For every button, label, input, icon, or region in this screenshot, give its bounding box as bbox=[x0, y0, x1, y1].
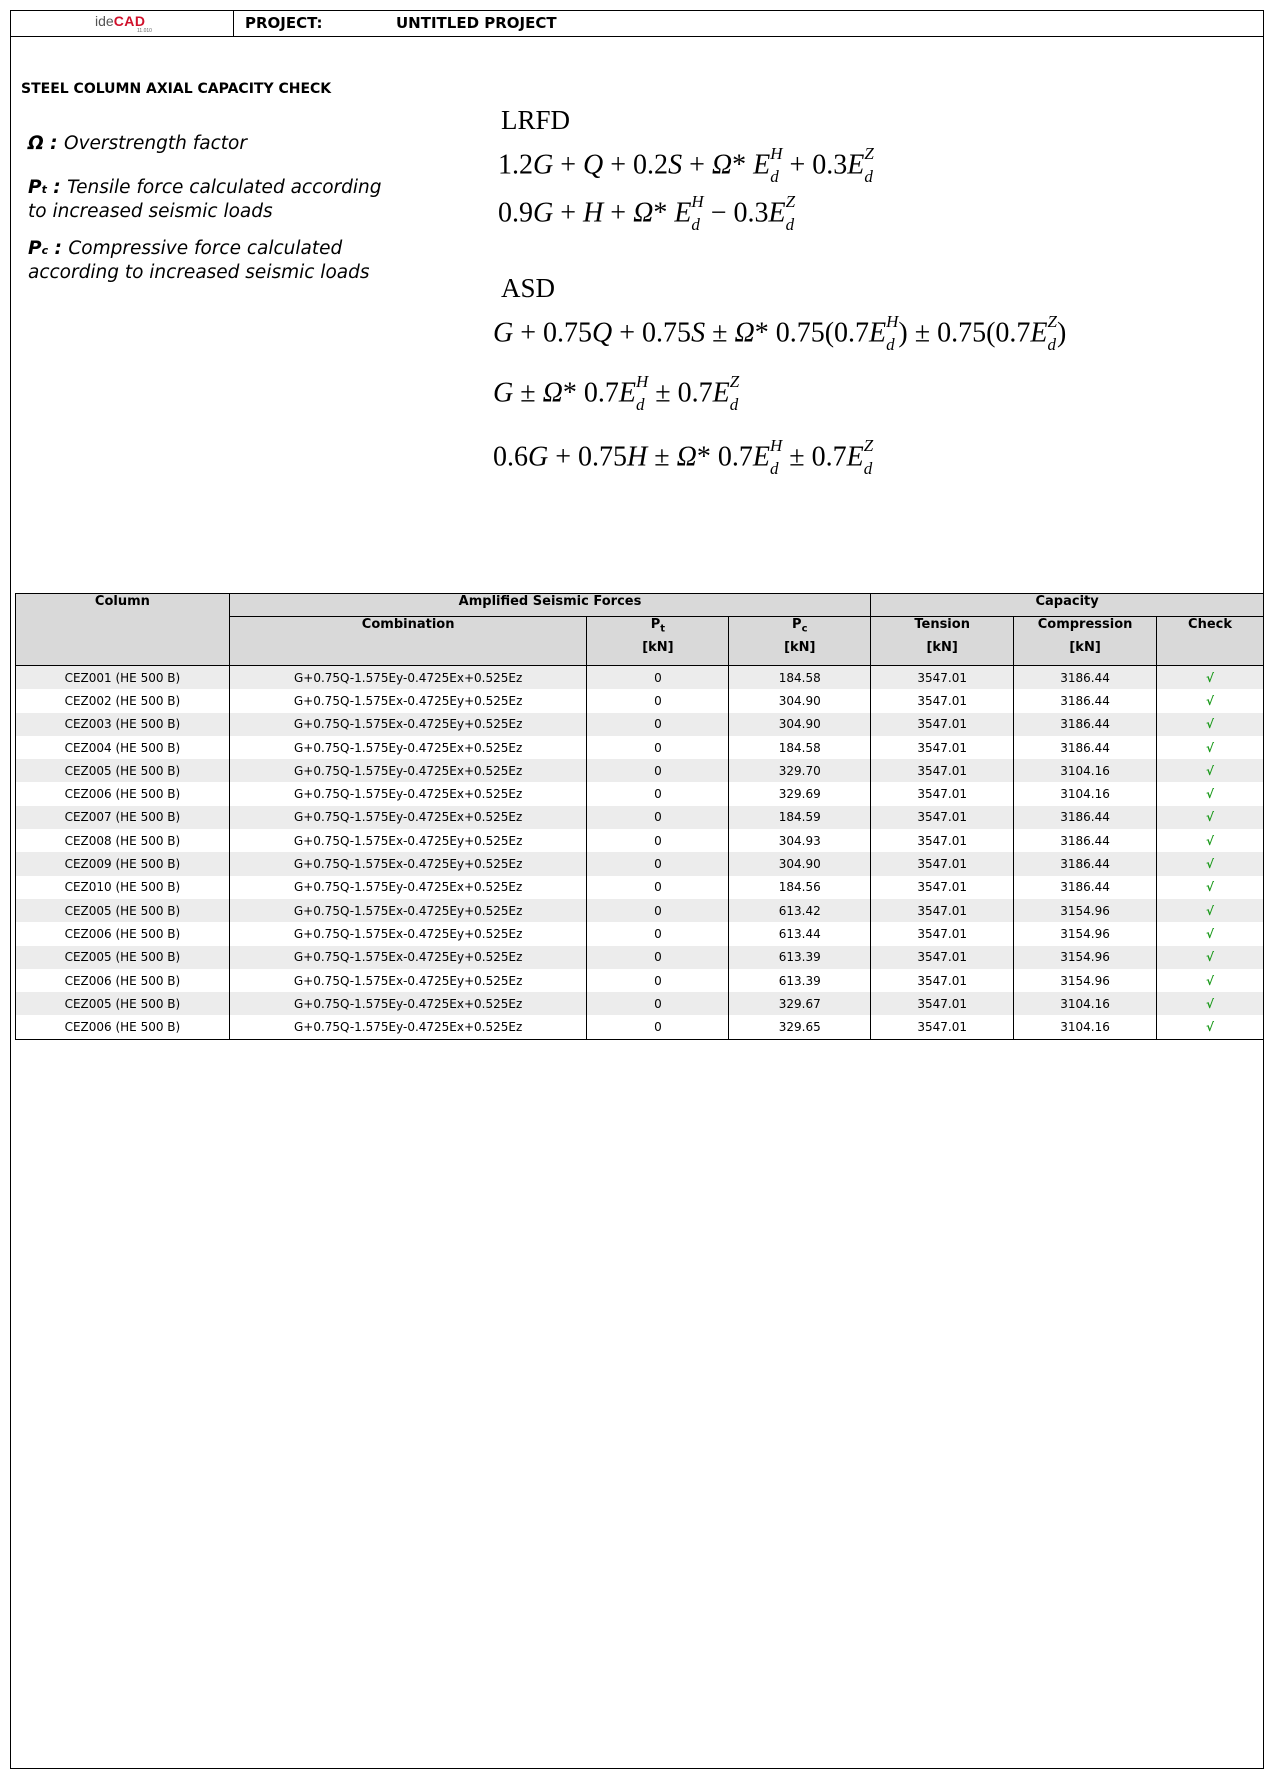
unit-tension: [kN] bbox=[871, 640, 1014, 666]
cell-compression: 3104.16 bbox=[1014, 992, 1157, 1015]
cell-pt: 0 bbox=[587, 759, 729, 782]
cell-column: CEZ008 (HE 500 B) bbox=[16, 829, 230, 852]
cell-column: CEZ003 (HE 500 B) bbox=[16, 713, 230, 736]
cell-tension: 3547.01 bbox=[871, 992, 1014, 1015]
cell-pc: 184.56 bbox=[729, 876, 871, 899]
table-row bbox=[16, 782, 1264, 805]
table-row bbox=[16, 992, 1264, 1015]
cell-pc: 184.58 bbox=[729, 736, 871, 759]
lrfd-label: LRFD bbox=[501, 105, 571, 135]
cell-tension: 3547.01 bbox=[871, 1015, 1014, 1039]
cell-compression: 3186.44 bbox=[1014, 736, 1157, 759]
cell-tension: 3547.01 bbox=[871, 969, 1014, 992]
table-row bbox=[16, 1015, 1264, 1039]
cell-compression: 3186.44 bbox=[1014, 852, 1157, 875]
check-icon: √ bbox=[1157, 922, 1264, 945]
cell-pc: 329.70 bbox=[729, 759, 871, 782]
cell-column: CEZ005 (HE 500 B) bbox=[16, 759, 230, 782]
check-icon: √ bbox=[1157, 899, 1264, 922]
cell-compression: 3104.16 bbox=[1014, 1015, 1157, 1039]
asd-formula: G ± Ω* 0.7E H d ± 0.7E Z d bbox=[493, 372, 740, 414]
cell-compression: 3186.44 bbox=[1014, 829, 1157, 852]
check-icon: √ bbox=[1157, 666, 1264, 690]
legend-pt: Pt : Tensile force calculated according to increased seismic loads bbox=[28, 177, 382, 222]
unit-pt: [kN] bbox=[587, 640, 729, 666]
group-header-amplified: Amplified Seismic Forces bbox=[229, 594, 870, 617]
cell-combination: G+0.75Q-1.575Ey-0.4725Ex+0.525Ez bbox=[229, 736, 587, 759]
unit-compression: [kN] bbox=[1014, 640, 1157, 666]
table-row bbox=[16, 899, 1264, 922]
col-header-pc: $P_c$ bbox=[729, 617, 871, 640]
cell-tension: 3547.01 bbox=[871, 876, 1014, 899]
cell-column: CEZ006 (HE 500 B) bbox=[16, 969, 230, 992]
check-icon: √ bbox=[1157, 806, 1264, 829]
cell-compression: 3154.96 bbox=[1014, 946, 1157, 969]
cell-pt: 0 bbox=[587, 713, 729, 736]
unit-pc: [kN] bbox=[729, 640, 871, 666]
cell-combination: G+0.75Q-1.575Ey-0.4725Ex+0.525Ez bbox=[229, 666, 587, 690]
cell-pc: 329.65 bbox=[729, 1015, 871, 1039]
cell-pt: 0 bbox=[587, 946, 729, 969]
project-name: UNTITLED PROJECT bbox=[396, 14, 557, 32]
cell-combination: G+0.75Q-1.575Ey-0.4725Ex+0.525Ez bbox=[229, 1015, 587, 1039]
col-header-pt: $P_t$ bbox=[587, 617, 729, 640]
cell-pt: 0 bbox=[587, 689, 729, 712]
cell-combination: G+0.75Q-1.575Ex-0.4725Ey+0.525Ez bbox=[229, 852, 587, 875]
cell-compression: 3154.96 bbox=[1014, 899, 1157, 922]
cell-compression: 3186.44 bbox=[1014, 876, 1157, 899]
check-icon: √ bbox=[1157, 759, 1264, 782]
cell-column: CEZ002 (HE 500 B) bbox=[16, 689, 230, 712]
cell-tension: 3547.01 bbox=[871, 806, 1014, 829]
report-page bbox=[10, 10, 1264, 1769]
col-header-tension: Tension bbox=[871, 617, 1014, 640]
cell-pt: 0 bbox=[587, 876, 729, 899]
cell-pc: 329.67 bbox=[729, 992, 871, 1015]
table-row bbox=[16, 689, 1264, 712]
check-icon: √ bbox=[1157, 736, 1264, 759]
cell-column: CEZ009 (HE 500 B) bbox=[16, 852, 230, 875]
cell-compression: 3104.16 bbox=[1014, 782, 1157, 805]
cell-compression: 3154.96 bbox=[1014, 922, 1157, 945]
cell-pt: 0 bbox=[587, 806, 729, 829]
cell-compression: 3186.44 bbox=[1014, 806, 1157, 829]
cell-combination: G+0.75Q-1.575Ex-0.4725Ey+0.525Ez bbox=[229, 829, 587, 852]
cell-pt: 0 bbox=[587, 969, 729, 992]
col-header-column: Column bbox=[16, 594, 230, 666]
cell-combination: G+0.75Q-1.575Ex-0.4725Ey+0.525Ez bbox=[229, 689, 587, 712]
table-row bbox=[16, 969, 1264, 992]
cell-pt: 0 bbox=[587, 899, 729, 922]
cell-compression: 3186.44 bbox=[1014, 713, 1157, 736]
cell-pt: 0 bbox=[587, 666, 729, 690]
table-row bbox=[16, 713, 1264, 736]
cell-pc: 184.58 bbox=[729, 666, 871, 690]
check-icon: √ bbox=[1157, 829, 1264, 852]
logo-cell bbox=[11, 11, 234, 36]
cell-tension: 3547.01 bbox=[871, 946, 1014, 969]
asd-formula: 0.6G + 0.75H ± Ω* 0.7E H d ± 0.7E Z d bbox=[493, 436, 874, 478]
cell-pc: 184.59 bbox=[729, 806, 871, 829]
cell-compression: 3154.96 bbox=[1014, 969, 1157, 992]
check-icon: √ bbox=[1157, 689, 1264, 712]
cell-combination: G+0.75Q-1.575Ex-0.4725Ey+0.525Ez bbox=[229, 969, 587, 992]
cell-tension: 3547.01 bbox=[871, 689, 1014, 712]
cell-tension: 3547.01 bbox=[871, 852, 1014, 875]
col-header-combination: Combination bbox=[229, 617, 587, 666]
table-row bbox=[16, 736, 1264, 759]
cell-tension: 3547.01 bbox=[871, 922, 1014, 945]
cell-column: CEZ006 (HE 500 B) bbox=[16, 782, 230, 805]
cell-column: CEZ005 (HE 500 B) bbox=[16, 992, 230, 1015]
legend-pc: Pc : Compressive force calculated according to increased seismic loads bbox=[28, 238, 370, 283]
table-row bbox=[16, 852, 1264, 875]
asd-formula: G + 0.75Q + 0.75S ± Ω* 0.75(0.7E H d ) ± 0.75(0.7E Z d ) bbox=[493, 312, 1067, 354]
cell-pc: 304.90 bbox=[729, 689, 871, 712]
project-label: PROJECT: bbox=[245, 14, 323, 32]
cell-tension: 3547.01 bbox=[871, 782, 1014, 805]
report-title: STEEL COLUMN AXIAL CAPACITY CHECK bbox=[21, 81, 332, 97]
cell-combination: G+0.75Q-1.575Ey-0.4725Ex+0.525Ez bbox=[229, 759, 587, 782]
check-icon: √ bbox=[1157, 876, 1264, 899]
col-header-check: Check bbox=[1157, 617, 1264, 666]
cell-pc: 304.93 bbox=[729, 829, 871, 852]
cell-tension: 3547.01 bbox=[871, 666, 1014, 690]
cell-pc: 304.90 bbox=[729, 713, 871, 736]
cell-pt: 0 bbox=[587, 1015, 729, 1039]
col-header-compression: Compression bbox=[1014, 617, 1157, 640]
cell-pc: 613.39 bbox=[729, 946, 871, 969]
cell-pc: 329.69 bbox=[729, 782, 871, 805]
cell-tension: 3547.01 bbox=[871, 759, 1014, 782]
table-row bbox=[16, 829, 1264, 852]
check-icon: √ bbox=[1157, 946, 1264, 969]
legend-omega: Ω : Overstrength factor bbox=[28, 133, 247, 154]
capacity-table bbox=[15, 593, 1264, 1040]
cell-pt: 0 bbox=[587, 782, 729, 805]
cell-combination: G+0.75Q-1.575Ey-0.4725Ex+0.525Ez bbox=[229, 992, 587, 1015]
check-icon: √ bbox=[1157, 852, 1264, 875]
check-icon: √ bbox=[1157, 992, 1264, 1015]
cell-tension: 3547.01 bbox=[871, 829, 1014, 852]
table-row bbox=[16, 876, 1264, 899]
cell-pt: 0 bbox=[587, 736, 729, 759]
cell-column: CEZ006 (HE 500 B) bbox=[16, 1015, 230, 1039]
cell-pc: 304.90 bbox=[729, 852, 871, 875]
cell-combination: G+0.75Q-1.575Ey-0.4725Ex+0.525Ez bbox=[229, 806, 587, 829]
check-icon: √ bbox=[1157, 1015, 1264, 1039]
cell-pc: 613.44 bbox=[729, 922, 871, 945]
idecad-logo: ideCAD 11.010 bbox=[95, 13, 152, 34]
cell-tension: 3547.01 bbox=[871, 736, 1014, 759]
cell-pt: 0 bbox=[587, 852, 729, 875]
cell-tension: 3547.01 bbox=[871, 713, 1014, 736]
cell-compression: 3186.44 bbox=[1014, 689, 1157, 712]
cell-combination: G+0.75Q-1.575Ex-0.4725Ey+0.525Ez bbox=[229, 922, 587, 945]
cell-tension: 3547.01 bbox=[871, 899, 1014, 922]
cell-column: CEZ010 (HE 500 B) bbox=[16, 876, 230, 899]
report-header bbox=[11, 11, 1263, 37]
cell-combination: G+0.75Q-1.575Ey-0.4725Ex+0.525Ez bbox=[229, 782, 587, 805]
check-icon: √ bbox=[1157, 969, 1264, 992]
table-row bbox=[16, 759, 1264, 782]
check-icon: √ bbox=[1157, 782, 1264, 805]
cell-combination: G+0.75Q-1.575Ex-0.4725Ey+0.525Ez bbox=[229, 899, 587, 922]
cell-column: CEZ006 (HE 500 B) bbox=[16, 922, 230, 945]
table-row bbox=[16, 946, 1264, 969]
table-row bbox=[16, 806, 1264, 829]
cell-combination: G+0.75Q-1.575Ey-0.4725Ex+0.525Ez bbox=[229, 876, 587, 899]
cell-column: CEZ004 (HE 500 B) bbox=[16, 736, 230, 759]
cell-column: CEZ001 (HE 500 B) bbox=[16, 666, 230, 690]
cell-pc: 613.39 bbox=[729, 969, 871, 992]
asd-label: ASD bbox=[501, 273, 556, 303]
table-row bbox=[16, 922, 1264, 945]
cell-combination: G+0.75Q-1.575Ex-0.4725Ey+0.525Ez bbox=[229, 946, 587, 969]
check-icon: √ bbox=[1157, 713, 1264, 736]
cell-pt: 0 bbox=[587, 922, 729, 945]
cell-column: CEZ005 (HE 500 B) bbox=[16, 899, 230, 922]
cell-compression: 3186.44 bbox=[1014, 666, 1157, 690]
group-header-capacity: Capacity bbox=[871, 594, 1264, 617]
cell-pt: 0 bbox=[587, 992, 729, 1015]
lrfd-formula: 1.2G + Q + 0.2S + Ω* E H d + 0.3E Z d bbox=[498, 144, 874, 186]
table-row bbox=[16, 666, 1264, 690]
lrfd-formula: 0.9G + H + Ω* E H d − 0.3E Z d bbox=[498, 192, 796, 234]
cell-column: CEZ007 (HE 500 B) bbox=[16, 806, 230, 829]
cell-pc: 613.42 bbox=[729, 899, 871, 922]
cell-pt: 0 bbox=[587, 829, 729, 852]
cell-column: CEZ005 (HE 500 B) bbox=[16, 946, 230, 969]
cell-combination: G+0.75Q-1.575Ex-0.4725Ey+0.525Ez bbox=[229, 713, 587, 736]
cell-compression: 3104.16 bbox=[1014, 759, 1157, 782]
